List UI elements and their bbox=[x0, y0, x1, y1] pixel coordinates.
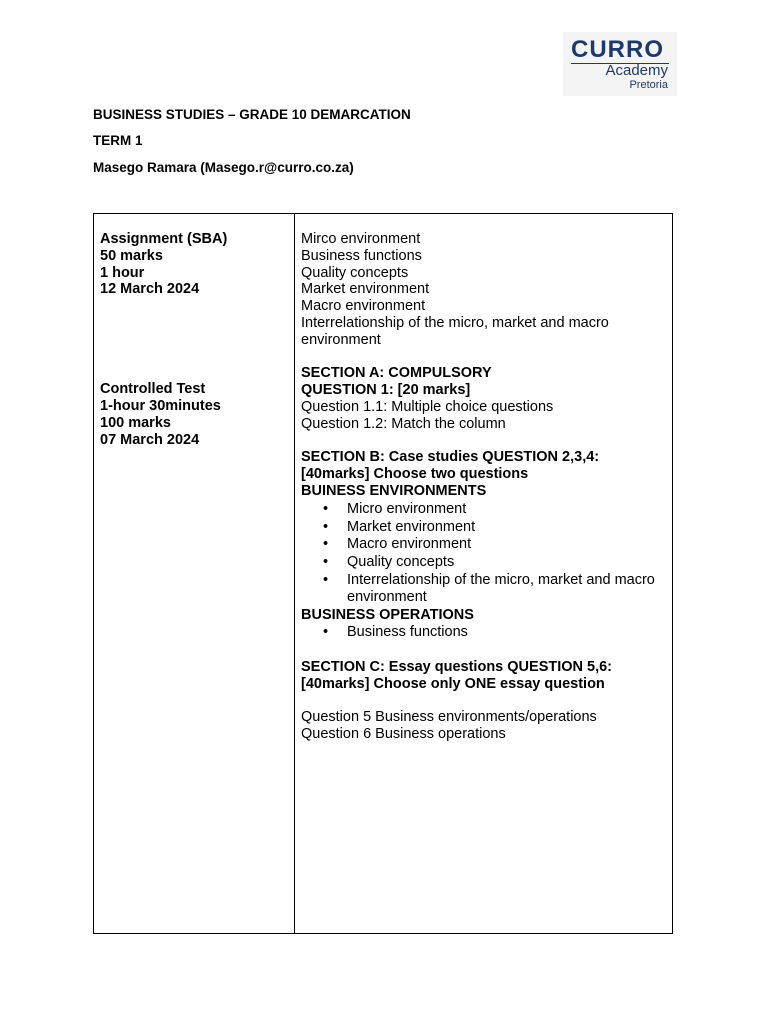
term-label: TERM 1 bbox=[93, 133, 143, 148]
business-environments-heading: BUINESS ENVIRONMENTS bbox=[301, 482, 487, 499]
list-item: • Macro environment bbox=[301, 536, 666, 553]
content-column bbox=[301, 231, 666, 743]
column-divider bbox=[294, 214, 295, 933]
section-c-heading: SECTION C: Essay questions QUESTION 5,6: [40marks] Choose only ONE essay question bbox=[301, 658, 613, 692]
logo-academy: Academy bbox=[605, 62, 668, 79]
section-a-item: Question 1.2: Match the column bbox=[301, 415, 506, 432]
list-item: • Interrelationship of the micro, market and macro environment bbox=[301, 572, 666, 606]
section-a-item: Question 1.1: Multiple choice questions bbox=[301, 398, 554, 415]
section-a-heading: SECTION A: COMPULSORY bbox=[301, 365, 492, 382]
assignment-marks: 50 marks bbox=[100, 247, 163, 264]
assignment-date: 12 March 2024 bbox=[100, 281, 200, 298]
curro-logo bbox=[563, 32, 677, 96]
business-environments-list bbox=[301, 501, 666, 606]
topic-item: Mirco environment bbox=[301, 231, 421, 247]
teacher-contact: Masego Ramara (Masego.r@curro.co.za) bbox=[93, 160, 354, 175]
list-item: • Quality concepts bbox=[301, 554, 666, 571]
document-title: BUSINESS STUDIES – GRADE 10 DEMARCATION bbox=[93, 107, 411, 122]
test-date: 07 March 2024 bbox=[100, 431, 200, 448]
logo-campus: Pretoria bbox=[629, 79, 668, 91]
business-operations-list bbox=[301, 624, 666, 641]
logo-brand: CURRO bbox=[571, 36, 664, 63]
list-item: • Business functions bbox=[301, 624, 666, 641]
test-duration: 1-hour 30minutes bbox=[100, 397, 221, 414]
topic-item: Interrelationship of the micro, market and macro environment bbox=[301, 314, 609, 348]
section-b-heading: SECTION B: Case studies QUESTION 2,3,4: [40marks] Choose two questions bbox=[301, 449, 600, 483]
topic-item: Macro environment bbox=[301, 298, 426, 315]
demarcation-table bbox=[93, 213, 673, 934]
assessment-column bbox=[100, 231, 290, 448]
test-marks: 100 marks bbox=[100, 414, 171, 431]
list-item: • Market environment bbox=[301, 519, 666, 536]
business-operations-heading: BUSINESS OPERATIONS bbox=[301, 606, 474, 623]
topic-item: Quality concepts bbox=[301, 264, 409, 281]
list-item: • Micro environment bbox=[301, 501, 666, 518]
test-name: Controlled Test bbox=[100, 381, 206, 398]
topic-item: Business functions bbox=[301, 247, 422, 264]
assignment-duration: 1 hour bbox=[100, 264, 145, 281]
assignment-name: Assignment (SBA) bbox=[100, 231, 228, 247]
topic-item: Market environment bbox=[301, 281, 430, 298]
section-a-question: QUESTION 1: [20 marks] bbox=[301, 382, 471, 399]
section-c-item: Question 5 Business environments/operations bbox=[301, 709, 597, 726]
section-c-item: Question 6 Business operations bbox=[301, 726, 506, 743]
